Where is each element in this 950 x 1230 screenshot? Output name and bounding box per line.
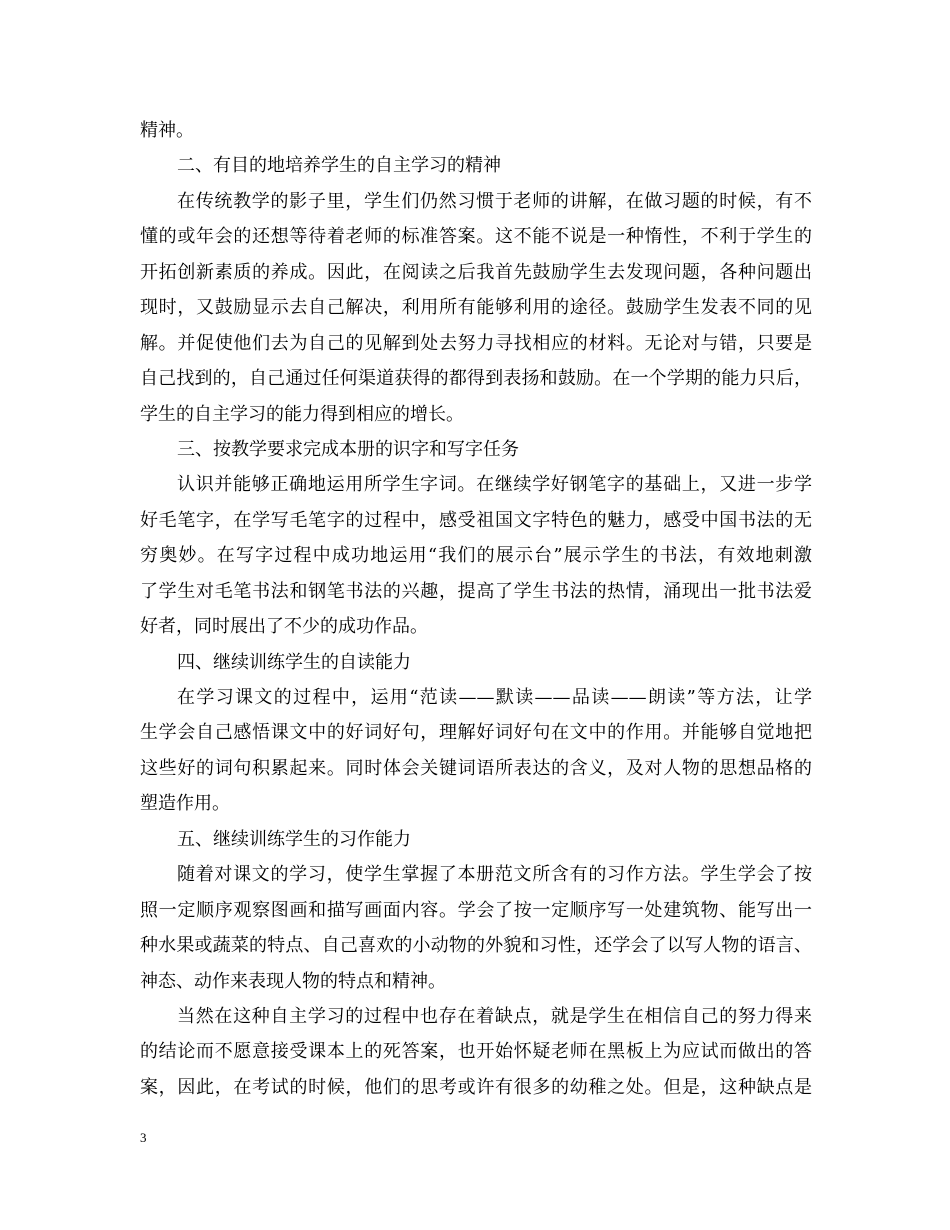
paragraph-line: 好毛笔字，在学写毛笔字的过程中，感受祖国文字特色的魅力，感受中国书法的无 [140,509,812,531]
paragraph-line: 种水果或蔬菜的特点、自己喜欢的小动物的外貌和习性，还学会了以写人物的语言、 [140,935,812,957]
paragraph-line: 案，因此，在考试的时候，他们的思考或许有很多的幼稚之处。但是，这种缺点是 [140,1076,812,1098]
paragraph-line: 认识并能够正确地运用所学生字词。在继续学好钢笔字的基础上，又进一步学 [177,474,812,496]
paragraph-line: 开拓创新素质的养成。因此，在阅读之后我首先鼓励学生去发现问题，各种问题出 [140,261,812,283]
paragraph-line: 现时，又鼓励显示去自己解决，利用所有能够利用的途径。鼓励学生发表不同的见 [140,297,812,319]
paragraph-line: 照一定顺序观察图画和描写画面内容。学会了按一定顺序写一处建筑物、能写出一 [140,899,812,921]
paragraph-line: 学生的自主学习的能力得到相应的增长。 [140,403,464,425]
section-heading: 五、继续训练学生的习作能力 [177,828,411,850]
paragraph-line: 好者，同时展出了不少的成功作品。 [140,616,428,638]
paragraph-line: 在传统教学的影子里，学生们仍然习惯于老师的讲解，在做习题的时候，有不 [177,190,812,212]
section-heading: 三、按教学要求完成本册的识字和写字任务 [177,438,519,460]
paragraph-line: 塑造作用。 [140,793,230,815]
paragraph-line: 穷奥妙。在写字过程中成功地运用“我们的展示台”展示学生的书法，有效地刺激 [140,545,812,567]
paragraph-line: 精神。 [140,120,194,141]
document-body [140,113,812,1105]
paragraph-line: 懂的或年会的还想等待着老师的标准答案。这不能不说是一种惰性，不利于学生的 [140,226,812,248]
paragraph-line: 生学会自己感悟课文中的好词好句，理解好词好句在文中的作用。并能够自觉地把 [140,722,812,744]
paragraph-line: 这些好的词句积累起来。同时体会关键词语所表达的含义，及对人物的思想品格的 [140,757,812,779]
paragraph-line: 在学习课文的过程中，运用“范读——默读——品读——朗读”等方法，让学 [177,687,812,708]
paragraph-line: 了学生对毛笔书法和钢笔书法的兴趣，提高了学生书法的热情，涌现出一批书法爱 [140,580,812,602]
paragraph-line: 神态、动作来表现人物的特点和精神。 [140,970,446,992]
section-heading: 四、继续训练学生的自读能力 [177,651,411,673]
paragraph-line: 的结论而不愿意接受课本上的死答案，也开始怀疑老师在黑板上为应试而做出的答 [140,1041,812,1063]
section-heading: 二、有目的地培养学生的自主学习的精神 [177,155,501,177]
paragraph-line: 自己找到的，自己通过任何渠道获得的都得到表扬和鼓励。在一个学期的能力只后， [140,368,812,390]
paragraph-line: 解。并促使他们去为自己的见解到处去努力寻找相应的材料。无论对与错，只要是 [140,332,812,354]
paragraph-line: 随着对课文的学习，使学生掌握了本册范文所含有的习作方法。学生学会了按 [177,864,812,886]
page-number: 3 [140,1130,147,1145]
paragraph-line: 当然在这种自主学习的过程中也存在着缺点，就是学生在相信自己的努力得来 [177,1005,812,1027]
